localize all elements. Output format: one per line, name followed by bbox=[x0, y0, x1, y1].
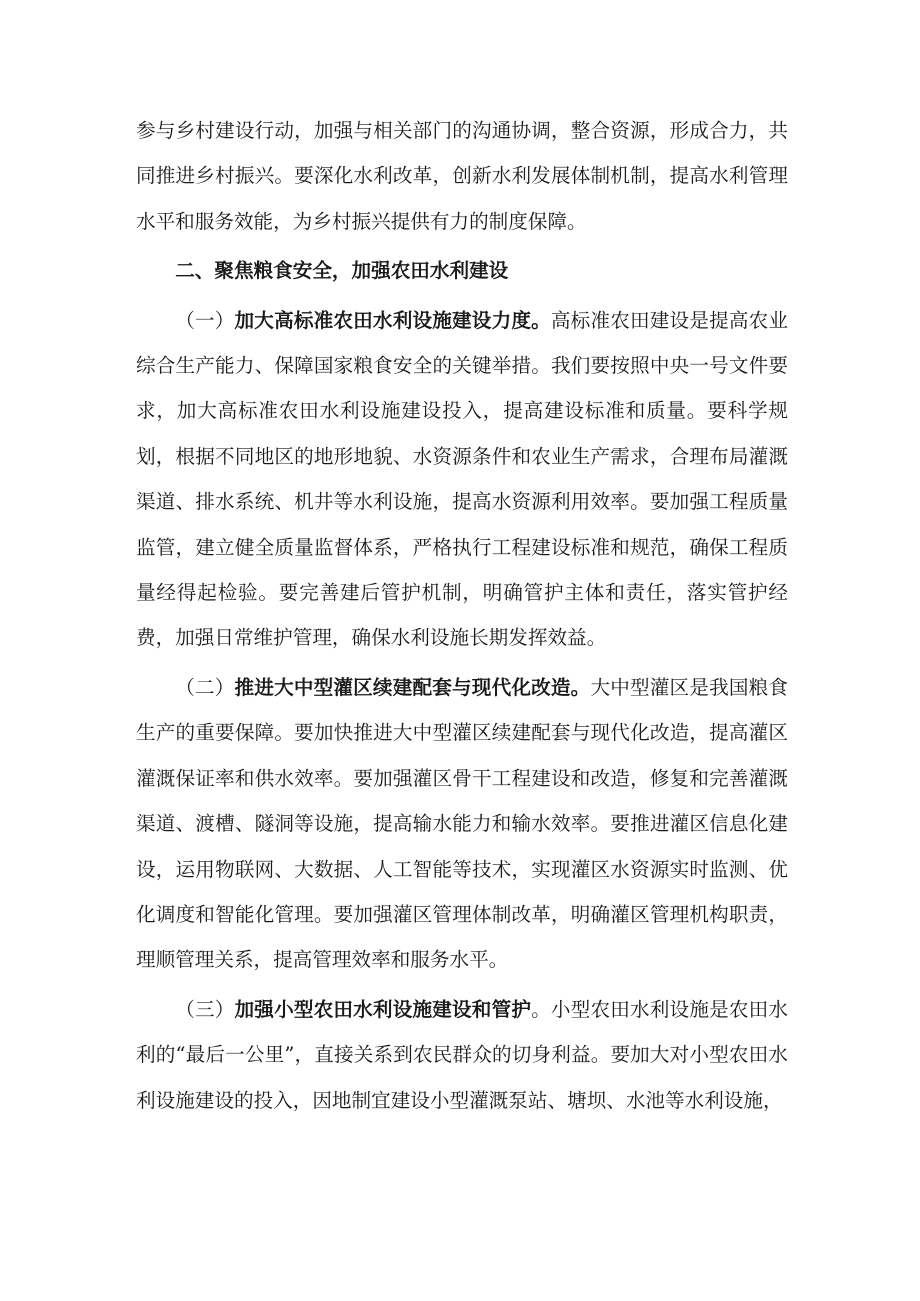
item-body: 大中型灌区是我国粮食生产的重要保障。要加快推进大中型灌区续建配套与现代化改造，提高灌区灌溉保证率和供水效率。要加强灌区骨干工程建设和改造，修复和完善灌溉渠道、渡槽、隧洞等设施，提高输水能力和输水效率。要推进灌区信息化建设，运用物联网、大数据、人工智能等技术，实现灌区水资源实时监测、优化调度和智能化管理。要加强灌区管理体制改革，明确灌区管理机构职责，理顺管理关系，提高管理效率和服务水平。 bbox=[136, 675, 789, 972]
paragraph-item-1 bbox=[136, 298, 788, 661]
paragraph-continuation bbox=[136, 108, 788, 244]
section-heading bbox=[136, 248, 788, 293]
paragraph-item-3 bbox=[136, 987, 788, 1123]
document-body bbox=[136, 108, 788, 1123]
item-number: （一） bbox=[175, 308, 235, 332]
paragraph-item-2 bbox=[136, 665, 788, 983]
item-number: （二） bbox=[175, 675, 235, 699]
item-lead: 推进大中型灌区续建配套与现代化改造。 bbox=[234, 675, 591, 699]
item-lead: 加强小型农田水利设施建设和管护 bbox=[234, 997, 532, 1021]
item-lead: 加大高标准农田水利设施建设力度。 bbox=[234, 308, 551, 332]
heading-text: 二、聚焦粮食安全，加强农田水利建设 bbox=[175, 259, 509, 283]
item-body: 高标准农田建设是提高农业综合生产能力、保障国家粮食安全的关键举措。我们要按照中央一号文件要求，加大高标准农田水利设施建设投入，提高建设标准和质量。要科学规划，根据不同地区的地形地貌、水资源条件和农业生产需求，合理布局灌溉渠道、排水系统、机井等水利设施，提高水资源利用效率。要加强工程质量监管，建立健全质量监督体系，严格执行工程建设标准和规范，确保工程质量经得起检验。要完善建后管护机制，明确管护主体和责任，落实管护经费，加强日常维护管理，确保水利设施长期发挥效益。 bbox=[136, 308, 789, 650]
item-body: 。小型农田水利设施是农田水利的“最后一公里”，直接关系到农民群众的切身利益。要加大对小型农田水利设施建设的投入，因地制宜建设小型灌溉泵站、塘坝、水池等水利设施， bbox=[136, 997, 789, 1112]
paragraph-text: 参与乡村建设行动，加强与相关部门的沟通协调，整合资源，形成合力，共同推进乡村振兴。要深化水利改革，创新水利发展体制机制，提高水利管理水平和服务效能，为乡村振兴提供有力的制度保障。 bbox=[136, 119, 788, 233]
item-number: （三） bbox=[175, 997, 235, 1021]
